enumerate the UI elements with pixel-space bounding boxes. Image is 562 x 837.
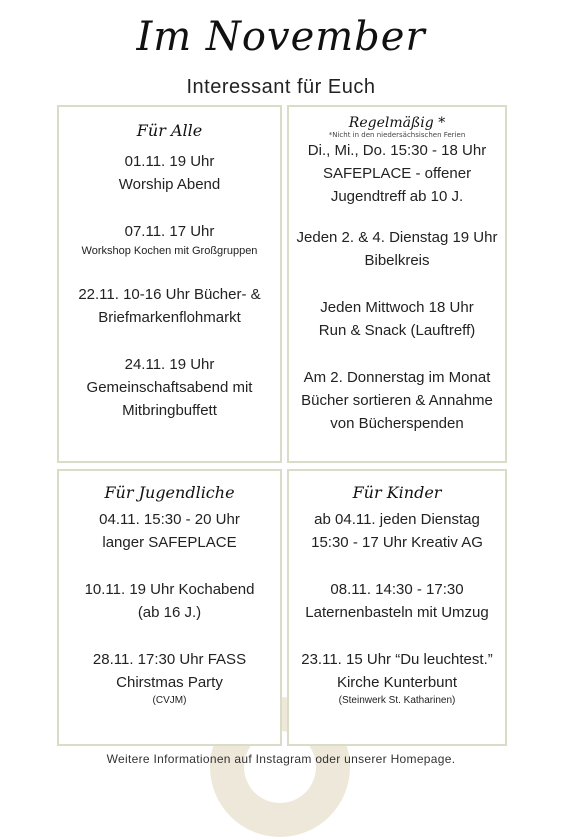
event-date: Jeden 2. & 4. Dienstag 19 Uhr xyxy=(296,229,498,246)
box-regelmaessig xyxy=(287,105,507,463)
box-fuer-jugendliche xyxy=(57,469,282,746)
box-fuer-alle xyxy=(57,105,282,463)
event-title: Gemeinschaftsabend mit xyxy=(86,379,253,396)
event-date: Am 2. Donnerstag im Monat xyxy=(303,369,491,386)
event-date: 10.11. 19 Uhr Kochabend xyxy=(84,581,255,598)
event-date: 22.11. 10-16 Uhr Bücher- & xyxy=(78,286,261,303)
event-title: von Bücherspenden xyxy=(330,415,464,432)
holiday-note: *Nicht in den niedersächsischen Ferien xyxy=(328,131,466,139)
event-title: langer SAFEPLACE xyxy=(102,534,237,551)
event-date: Jeden Mittwoch 18 Uhr xyxy=(320,299,474,316)
event-date: 28.11. 17:30 Uhr FASS xyxy=(92,651,247,668)
event-title: Bücher sortieren & Annahme xyxy=(301,392,493,409)
event-title: Briefmarkenflohmarkt xyxy=(98,309,241,326)
event-date: ab 04.11. jeden Dienstag xyxy=(314,511,480,528)
event-date: 08.11. 14:30 - 17:30 xyxy=(330,581,464,598)
event-date: Di., Mi., Do. 15:30 - 18 Uhr xyxy=(307,142,487,159)
event-date: 07.11. 17 Uhr xyxy=(124,223,215,240)
event-title: Run & Snack (Lauftreff) xyxy=(318,322,476,339)
event-location: (Steinwerk St. Katharinen) xyxy=(338,695,456,706)
box-fuer-kinder xyxy=(287,469,507,746)
footer-info: Weitere Informationen auf Instagram oder unserer Homepage. xyxy=(106,752,456,766)
box-title-fuer-alle: Für Alle xyxy=(136,121,203,140)
box-title-fuer-jugendliche: Für Jugendliche xyxy=(104,483,235,502)
event-date: 04.11. 15:30 - 20 Uhr xyxy=(99,511,240,528)
event-organizer: (CVJM) xyxy=(152,695,187,706)
event-date: 01.11. 19 Uhr xyxy=(124,153,215,170)
event-title: (ab 16 J.) xyxy=(137,604,202,621)
event-title: Jugendtreff ab 10 J. xyxy=(330,188,464,205)
event-date: 23.11. 15 Uhr “Du leuchtest.” xyxy=(301,651,493,668)
event-title: Laternenbasteln mit Umzug xyxy=(305,604,489,621)
event-title: 15:30 - 17 Uhr Kreativ AG xyxy=(311,534,483,551)
page-title: Im November xyxy=(136,14,426,60)
box-title-regelmaessig: Regelmäßig * xyxy=(348,115,446,131)
event-title: Worship Abend xyxy=(118,176,221,193)
event-date: 24.11. 19 Uhr xyxy=(124,356,215,373)
event-title: Workshop Kochen mit Großgruppen xyxy=(81,245,258,257)
event-title: Chirstmas Party xyxy=(116,674,223,691)
event-title: Kirche Kunterbunt xyxy=(336,674,458,691)
page-subtitle: Interessant für Euch xyxy=(186,76,376,98)
event-title: Bibelkreis xyxy=(364,252,430,269)
event-title: Mitbringbuffett xyxy=(122,402,217,419)
event-title: SAFEPLACE - offener xyxy=(322,165,472,182)
box-title-fuer-kinder: Für Kinder xyxy=(352,483,442,502)
